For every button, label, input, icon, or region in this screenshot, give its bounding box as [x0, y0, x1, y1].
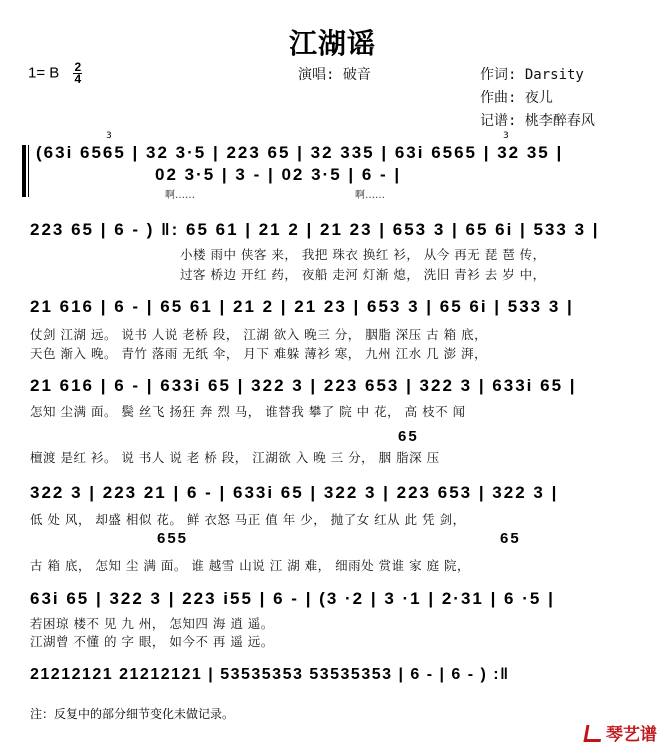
lyrics-verse1-line4: 怎知 尘满 面。 鬓 丝飞 扬狂 奔 烈 马， 谁替我 攀了 院 中 花， 高 枝不 闻 — [30, 404, 466, 419]
lyrics-verse2-line2: 过客 桥边 开红 药， 夜船 走河 灯渐 熄， 洗旧 青衫 去 岁 中， — [180, 267, 546, 282]
time-numerator: 2 — [74, 60, 82, 74]
alt-notes-4: 65 — [398, 428, 419, 445]
song-title: 江湖谣 — [288, 27, 376, 60]
triplet-mark-2: 3 — [503, 131, 509, 141]
watermark-logo — [585, 720, 657, 745]
intro-lower-staff: 02 3·5 | 3 - | 02 3·5 | 6 - | — [155, 165, 402, 184]
staff-line-4: 21 616 | 6 - | 633i 65 | 322 3 | 223 653 | 322 3 | 633i 65 | — [30, 376, 577, 395]
lyrics-verse2-line4: 檀渡 是红 衫。 说 书人 说 老 桥 段， 江湖欲 入 晚 三 分， 胭 脂深 压 — [30, 450, 440, 465]
composer-credit: 作曲: 夜儿 — [480, 90, 553, 106]
lyrics-verse1-line5: 低 处 风， 却盛 相似 花。 鲜 衣怒 马正 值 年 少， 抛了女 红从 此 凭 剑， — [30, 512, 466, 527]
lyrics-verse2-line6: 江湖曾 不懂 的 字 眼， 如今不 再 遥 远。 — [30, 634, 274, 649]
footnote: 注：反复中的部分细节变化未做记录。 — [30, 707, 235, 721]
alt-notes-5b: 65 — [500, 530, 521, 547]
singer-credit: 演唱: 破音 — [298, 67, 371, 83]
alt-notes-5a: 655 — [157, 530, 189, 547]
lyrics-verse2-line5: 古 箱 底， 怎知 尘 满 面。 谁 越雪 山说 江 湖 难， 细雨处 赏谁 家 庭 院， — [30, 558, 471, 573]
key-label: 1= B — [28, 64, 60, 82]
system-bracket — [22, 145, 26, 197]
staff-line-5: 322 3 | 223 21 | 6 - | 633i 65 | 322 3 | 223 653 | 322 3 | — [30, 483, 559, 502]
staff-line-2: 223 65 | 6 - ) ‖: 65 61 | 21 2 | 21 23 | 653 3 | 65 6i | 533 3 | — [30, 220, 600, 239]
time-signature — [73, 62, 82, 85]
lyricist-credit: 作词: Darsity — [480, 67, 584, 83]
watermark-text: 琴艺谱 — [606, 725, 657, 745]
transcriber-credit: 记谱: 桃李醉春风 — [480, 113, 595, 129]
intro-upper-staff: (63i 6565 | 32 3·5 | 223 65 | 32 335 | 63i 6565 | 32 35 | — [36, 143, 564, 162]
lyrics-verse1-line6: 若困琼 楼不 见 九 州， 怎知四 海 逍 遥。 — [30, 616, 274, 631]
lyrics-verse2-line3: 天色 渐入 晚。 青竹 落雨 无纸 伞， 月下 难躲 薄衫 寒， 九州 江水 几 澎 湃， — [30, 346, 488, 361]
staff-line-6: 63i 65 | 322 3 | 223 i55 | 6 - | (3 ·2 | 3 ·1 | 2·31 | 6 ·5 | — [30, 589, 555, 608]
vocalise-text-1: 啊…… — [165, 190, 195, 201]
staff-line-3: 21 616 | 6 - | 65 61 | 21 2 | 21 23 | 653 3 | 65 6i | 533 3 | — [30, 297, 574, 316]
time-denominator: 4 — [74, 72, 82, 86]
staff-line-7: 21212121 21212121 | 53535353 53535353 | 6 - | 6 - ) :‖ — [30, 666, 510, 683]
logo-icon — [584, 725, 604, 742]
triplet-mark: 3 — [106, 131, 112, 141]
system-bracket-thin — [28, 145, 29, 197]
lyrics-verse1-line2: 小楼 雨中 侠客 来， 我把 珠衣 换红 衫， 从今 再无 琵 琶 传， — [180, 247, 546, 262]
vocalise-text-2: 啊…… — [355, 190, 385, 201]
lyrics-verse1-line3: 仗剑 江湖 远。 说书 人说 老桥 段， 江湖 欲入 晚三 分， 胭脂 深压 古 箱 底， — [30, 327, 488, 342]
key-signature — [28, 62, 82, 85]
